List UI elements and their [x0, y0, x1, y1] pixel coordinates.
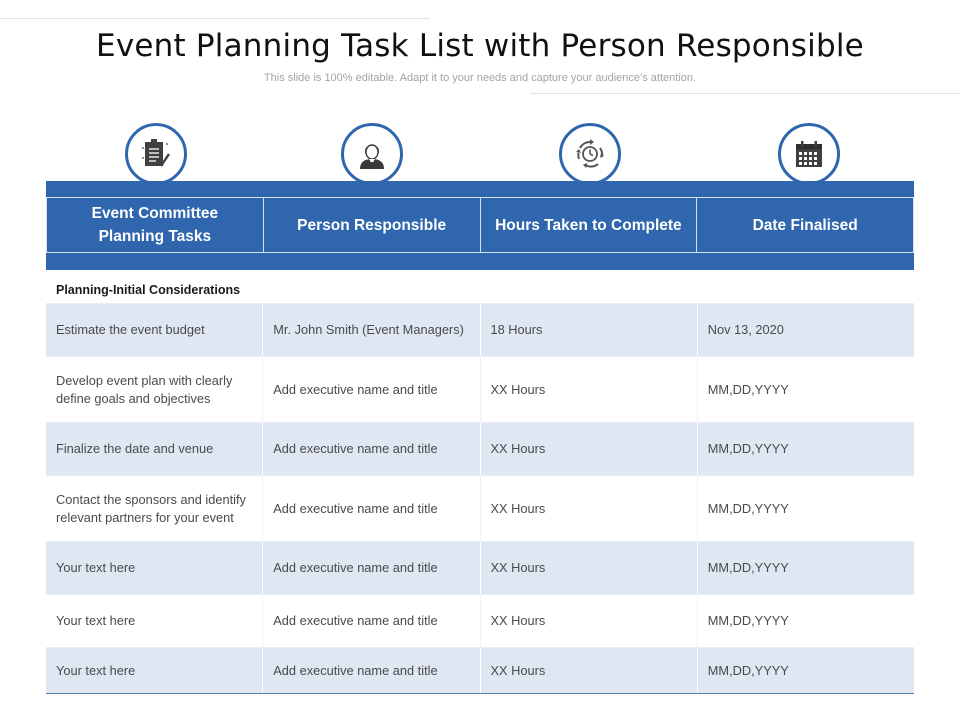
checklist-icon	[141, 138, 171, 170]
table-row	[46, 647, 914, 693]
column-header-person: Person Responsible	[264, 198, 481, 252]
hours-cell: XX Hours	[481, 595, 698, 647]
hours-cell: XX Hours	[481, 476, 698, 541]
person-cell: Add executive name and title	[263, 357, 480, 422]
date-cell: MM,DD,YYYY	[707, 662, 789, 678]
clock-cycle-icon-badge	[559, 123, 621, 189]
person-icon-badge	[341, 123, 403, 189]
date-cell: MM,DD,YYYY	[707, 441, 789, 457]
decorative-line	[530, 93, 960, 94]
table-row	[46, 594, 914, 647]
page-subtitle: This slide is 100% editable. Adapt it to your needs and capture your audience’s attention.	[263, 72, 697, 84]
task-cell: Your text here	[46, 595, 263, 647]
person-cell: Add executive name and title	[263, 423, 480, 475]
person-cell: Add executive name and title	[263, 476, 480, 541]
task-cell: Your text here	[46, 542, 263, 594]
checklist-icon-badge	[125, 123, 187, 189]
column-header-tasks: Event Committee Planning Tasks	[46, 198, 264, 252]
task-table	[46, 303, 914, 694]
calendar-icon	[793, 138, 825, 170]
section-label: Planning-Initial Considerations	[56, 283, 241, 297]
hours-cell: XX Hours	[481, 357, 698, 422]
date-cell: Nov 13, 2020	[707, 322, 784, 338]
task-cell: Finalize the date and venue	[46, 423, 263, 475]
clock-cycle-icon	[573, 137, 607, 171]
column-header-date: Date Finalised	[697, 198, 914, 252]
task-cell: Contact the sponsors and identify relevant partners for your event	[46, 476, 263, 541]
table-row	[46, 541, 914, 594]
task-cell: Develop event plan with clearly define goals and objectives	[46, 357, 263, 422]
task-cell: Your text here	[46, 648, 263, 693]
date-cell: MM,DD,YYYY	[707, 613, 789, 629]
table-header-row	[46, 197, 914, 253]
person-cell: Add executive name and title	[263, 595, 480, 647]
table-row	[46, 422, 914, 475]
date-cell: MM,DD,YYYY	[707, 500, 789, 516]
task-cell: Estimate the event budget	[46, 304, 263, 356]
table-row	[46, 356, 914, 422]
person-icon	[356, 138, 388, 170]
hours-cell: XX Hours	[481, 542, 698, 594]
hours-cell: 18 Hours	[481, 304, 698, 356]
date-cell: MM,DD,YYYY	[707, 381, 789, 397]
table-row	[46, 303, 914, 356]
person-cell: Add executive name and title	[263, 648, 480, 693]
person-cell: Mr. John Smith (Event Managers)	[263, 304, 480, 356]
date-cell: MM,DD,YYYY	[707, 560, 789, 576]
person-cell: Add executive name and title	[263, 542, 480, 594]
hours-cell: XX Hours	[481, 648, 698, 693]
page-title: Event Planning Task List with Person Responsible	[96, 28, 864, 64]
column-header-hours: Hours Taken to Complete	[481, 198, 698, 252]
decorative-line	[0, 18, 430, 19]
calendar-icon-badge	[778, 123, 840, 189]
hours-cell: XX Hours	[481, 423, 698, 475]
table-row	[46, 475, 914, 541]
